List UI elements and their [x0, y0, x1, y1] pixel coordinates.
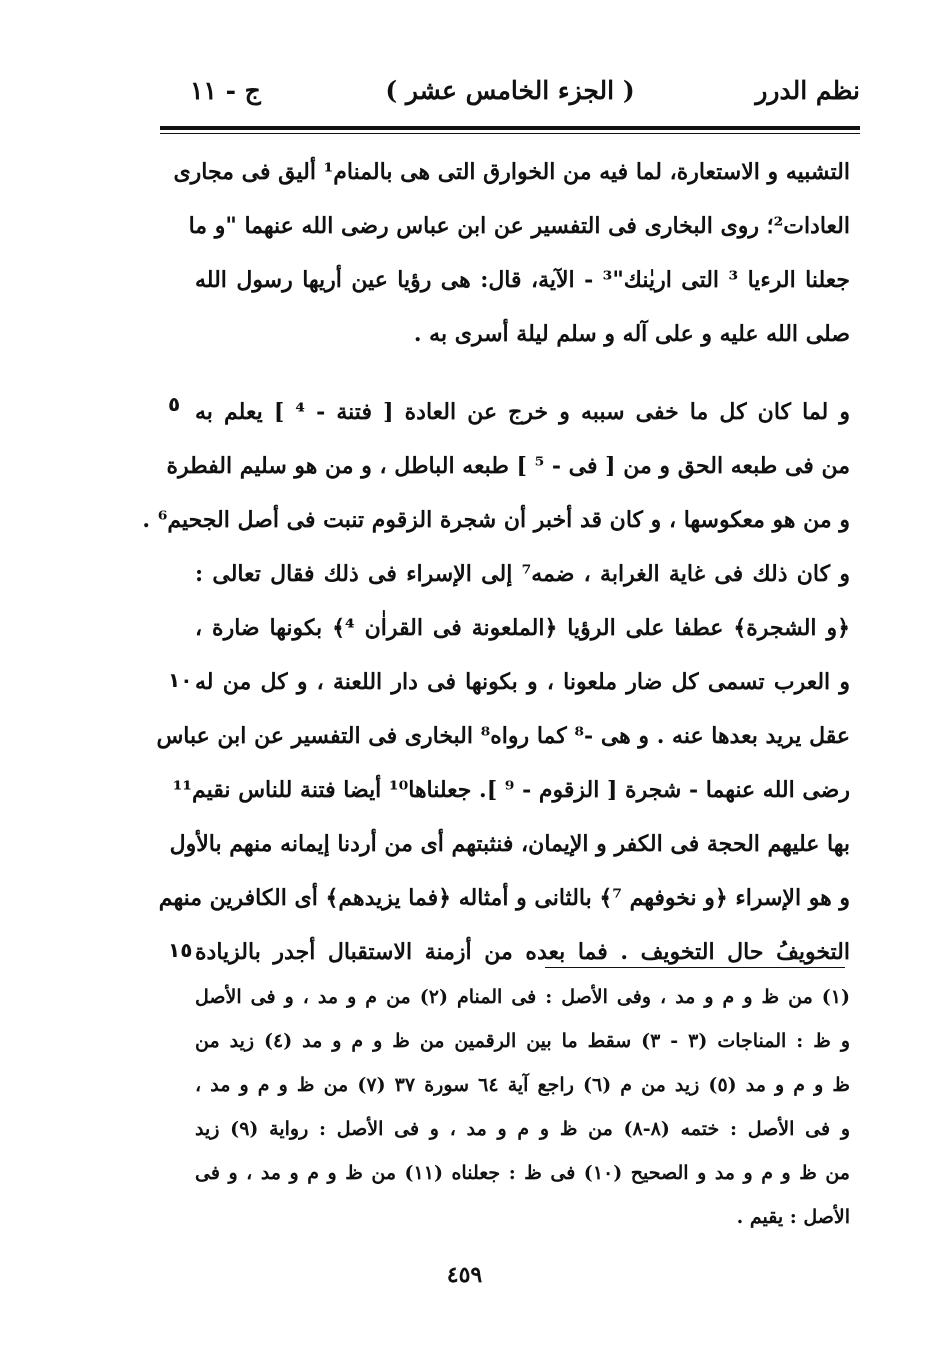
text-line-13: بها عليهم الحجة فى الكفر و الإيمان، فنثبتهم أى من أردنا إيمانه منهم بالأول [169, 831, 850, 857]
text-line-15: التخويفُ حال التخويف . فما بعده من أزمنة الاستقبال أجدر بالزيادة [195, 939, 850, 965]
footnote-line-2: و ظ : المناجات (٣ - ٣) سقط ما بين الرقمين من ظ و م و مد (٤) زيد من [195, 1030, 850, 1052]
line-number-10: ١٠ [168, 668, 193, 692]
text-line-5: و لما كان كل ما خفى سببه و خرج عن العادة [ فتنة - ⁴ ] يعلم به [195, 399, 850, 425]
text-line-8: و كان ذلك فى غاية الغرابة ، ضمه⁷ إلى الإسراء فى ذلك فقال تعالى : [195, 561, 850, 587]
text-line-10: و العرب تسمى كل ضار ملعونا ، و بكونها فى دار اللعنة ، و كل من له [195, 669, 850, 695]
header-rule-thin [160, 133, 860, 134]
footnotes [195, 975, 850, 1239]
text-line-6: من فى طبعه الحق و من [ فى - ⁵ ] طبعه الباطل ، و من هو سليم الفطرة [166, 453, 850, 479]
line-number-15: ١٥ [168, 938, 193, 962]
text-line-1: التشبيه و الاستعارة، لما فيه من الخوارق التى هى بالمنام¹ أليق فى مجارى [173, 159, 850, 185]
footnote-line-1: (١) من ظ و م و مد ، وفى الأصل : فى المنام (٢) من م و مد ، و فى الأصل [195, 986, 850, 1008]
text-line-9: ﴿و الشجرة﴾ عطفا على الرؤيا ﴿الملعونة فى القراٰن ⁴﴾ بكونها ضارة ، [195, 615, 851, 641]
footnote-line-5: من ظ و م و مد و الصحيح (١٠) فى ظ : جعلناه (١١) من ظ و م و مد ، و فى [195, 1162, 850, 1184]
text-line-4: صلى الله عليه و على آله و سلم ليلة أسرى به . [413, 321, 850, 347]
footnote-line-3: ظ و م و مد (٥) زيد من م (٦) راجع آية ٦٤ سورة ٣٧ (٧) من ظ و م و مد ، [195, 1074, 851, 1096]
running-header [160, 76, 860, 116]
text-line-12: رضى الله عنهما - شجرة [ الزقوم - ⁹ ]. جعلناها¹⁰ أيضا فتنة للناس نقيم¹¹ [172, 777, 850, 803]
text-line-14: و هو الإسراء ﴿و نخوفهم ⁷﴾ بالثانى و أمثاله ﴿فما يزيدهم﴾ أى الكافرين منهم [158, 885, 850, 911]
line-number-5: ٥ [168, 392, 181, 416]
footnote-line-6: الأصل : يقيم . [736, 1206, 850, 1228]
footnote-separator [545, 967, 845, 968]
footnote-line-4: و فى الأصل : ختمه (٨-٨) من ظ و م و مد ، و فى الأصل : رواية (٩) زيد [195, 1118, 850, 1140]
volume-label: ج - ١١ [190, 76, 261, 105]
text-line-3: جعلنا الرءيا ³ التى اريٰنك"³ - الآية، قال: هى رؤيا عين أريها رسول الله [195, 267, 850, 293]
book-title: نظم الدرر [755, 76, 860, 105]
part-title: ( الجزء الخامس عشر ) [385, 76, 635, 105]
page-number: ٤٥٩ [446, 1262, 483, 1288]
header-rule-thick [160, 126, 860, 130]
text-line-11: عقل يريد بعدها عنه . و هى -⁸ كما رواه⁸ البخارى فى التفسير عن ابن عباس [156, 723, 850, 749]
text-line-7: و من هو معكوسها ، و كان قد أخبر أن شجرة الزقوم تنبت فى أصل الجحيم⁶ . [142, 507, 850, 533]
text-line-2: العادات²؛ روى البخارى فى التفسير عن ابن عباس رضى الله عنهما "و ما [188, 213, 850, 239]
